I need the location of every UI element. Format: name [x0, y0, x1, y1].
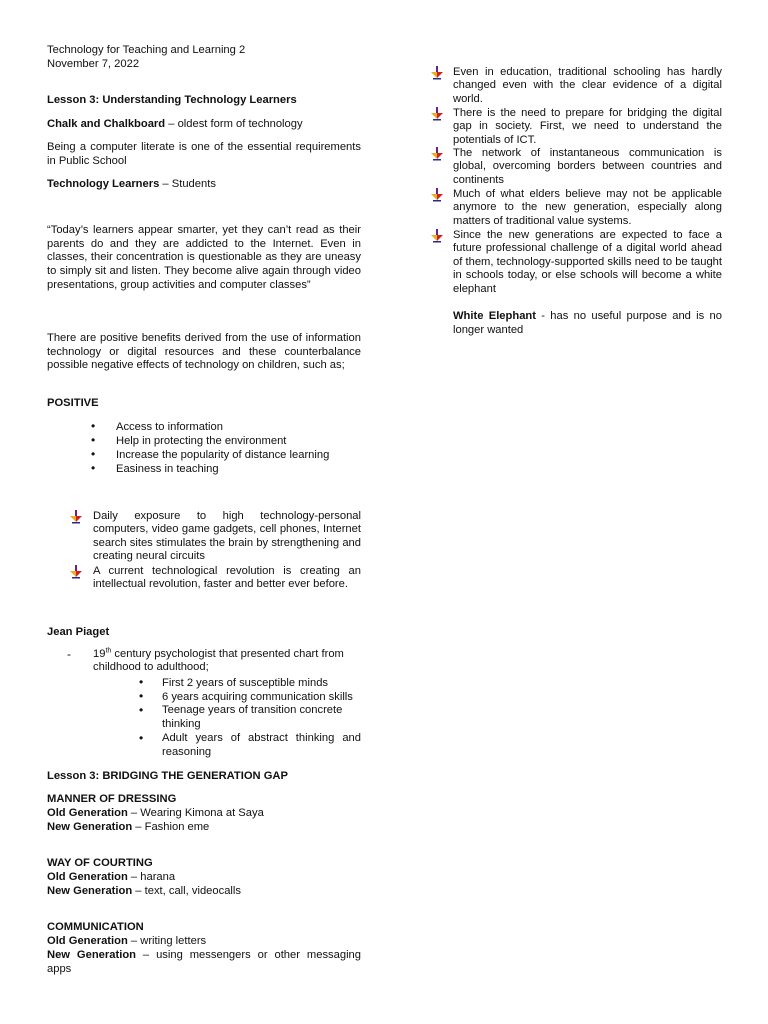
round-bullet-icon: • [139, 703, 144, 717]
down-arrow-bullet-icon [430, 188, 444, 202]
learners-def: – Students [159, 178, 216, 190]
down-arrow-bullet-icon [430, 107, 444, 121]
right-column: Even in education, traditional schooling has hardly changed even with the clear evidence of a digital world. There is the need to prepare for bridging the digital gap in society. First, we need to understand the potentials of ICT. The network of instantaneous communication is global, overcoming borders between countries and continents Much of what elders believe may not be applicable anymore to the new generation, especially along matters of traditional value systems. Since the new generations are expected to face a future professional challenge of a digital world ahead of them, technology-supported skills need to be taught in schools today, or else schools will become a white elephant White Elephant - has no useful purpose and is no longer wanted [430, 0, 722, 1024]
course-title: Technology for Teaching and Learning 2 [47, 44, 246, 56]
dressing-new: New Generation – Fashion eme [47, 821, 210, 833]
learners-quote: “Today’s learners appear smarter, yet they can’t read as their parents do and they are addicted to the Internet. Even in classes, their concentration is questionable as they are uneasy to simply sit and listen. They become alive again through video presentations, group activities and computer classes” [47, 224, 361, 291]
benefits-intro: There are positive benefits derived from the use of information technology or digital resources and these counterbalance possible negative effects of technology on children, such as; [47, 332, 361, 372]
left-column: Technology for Teaching and Learning 2 November 7, 2022 Lesson 3: Understanding Technology Learners Chalk and Chalkboard – oldest form of technology Being a computer literate is one of the essential requirements in Public School Technology Learners – Students “Today’s learners appear smarter, yet they can’t read as their parents do and they are addicted to the Internet. Even in classes, their concentration is questionable as they are uneasy to simply sit and listen. They become alive again through video presentations, group activities and computer classes” There are positive benefits derived from the use of information technology or digital resources and these counterbalance possible negative effects of technology on children, such as; POSITIVE • Access to information • Help in protecting the environment • Increase the popularity of distance learning • Easiness in teaching Daily exposure to high technology-personal computers, video game gadgets, cell phones, Internet search sites stimulates the brain by strengthening and creating neural circuits A current technological revolution is creating an intellectual revolution, faster and better ever before. Jean Piaget - 19th century psychologist that presented chart from childhood to adulthood; • First 2 years of susceptible minds • 6 years acquiring communication skills • Teenage years of transition concrete thinking • Adult years of abstract thinking and reasoning Lesson 3: BRIDGING THE GENERATION GAP MANNER OF DRESSING Old Generation – Wearing Kimona at Saya New Generation – Fashion eme WAY OF COURTING Old Generation – harana New Generation – text, call, videocalls COMMUNICATION Old Generation – writing letters New Generation – using messengers or other messaging apps [47, 44, 362, 975]
down-arrow-bullet-icon [69, 510, 83, 524]
dressing-old: Old Generation – Wearing Kimona at Saya [47, 807, 264, 819]
learners-definition [47, 178, 361, 192]
courting-old: Old Generation – harana [47, 871, 176, 883]
computer-literate-text: Being a computer literate is one of the essential requirements in Public School [47, 141, 361, 167]
down-arrow-bullet-icon [430, 147, 444, 161]
down-arrow-bullet-icon [69, 565, 83, 579]
down-arrow-bullet-icon [430, 229, 444, 243]
round-bullet-icon: • [91, 461, 96, 475]
round-bullet-icon: • [139, 731, 144, 745]
communication-old: Old Generation – writing letters [47, 935, 207, 947]
courting-new: New Generation – text, call, videocalls [47, 885, 241, 897]
section-heading-communication: COMMUNICATION [47, 921, 144, 933]
white-elephant-def: - has no useful purpose and is no longer wanted [453, 310, 722, 336]
learners-term: Technology Learners [47, 178, 160, 190]
generation-gap-title: Lesson 3: BRIDGING THE GENERATION GAP [47, 770, 288, 782]
round-bullet-icon: • [139, 675, 144, 689]
chalk-def: – oldest form of technology [165, 118, 303, 130]
dash-marker: - [67, 647, 71, 661]
document-date: November 7, 2022 [47, 58, 140, 70]
round-bullet-icon: • [139, 689, 144, 703]
communication-new: New Generation – using messengers or other messaging apps [47, 949, 362, 975]
chalk-definition [47, 118, 361, 132]
round-bullet-icon: • [91, 447, 96, 461]
white-elephant-definition [453, 310, 722, 337]
round-bullet-icon: • [91, 419, 96, 433]
section-heading-courting: WAY OF COURTING [47, 857, 153, 869]
lesson-title: Lesson 3: Understanding Technology Learners [47, 94, 297, 106]
round-bullet-icon: • [91, 433, 96, 447]
chalk-term: Chalk and Chalkboard [47, 118, 166, 130]
section-heading-dressing: MANNER OF DRESSING [47, 793, 177, 805]
positive-heading: POSITIVE [47, 397, 99, 409]
white-elephant-term: White Elephant [453, 310, 536, 322]
down-arrow-bullet-icon [430, 66, 444, 80]
piaget-heading: Jean Piaget [47, 626, 110, 638]
